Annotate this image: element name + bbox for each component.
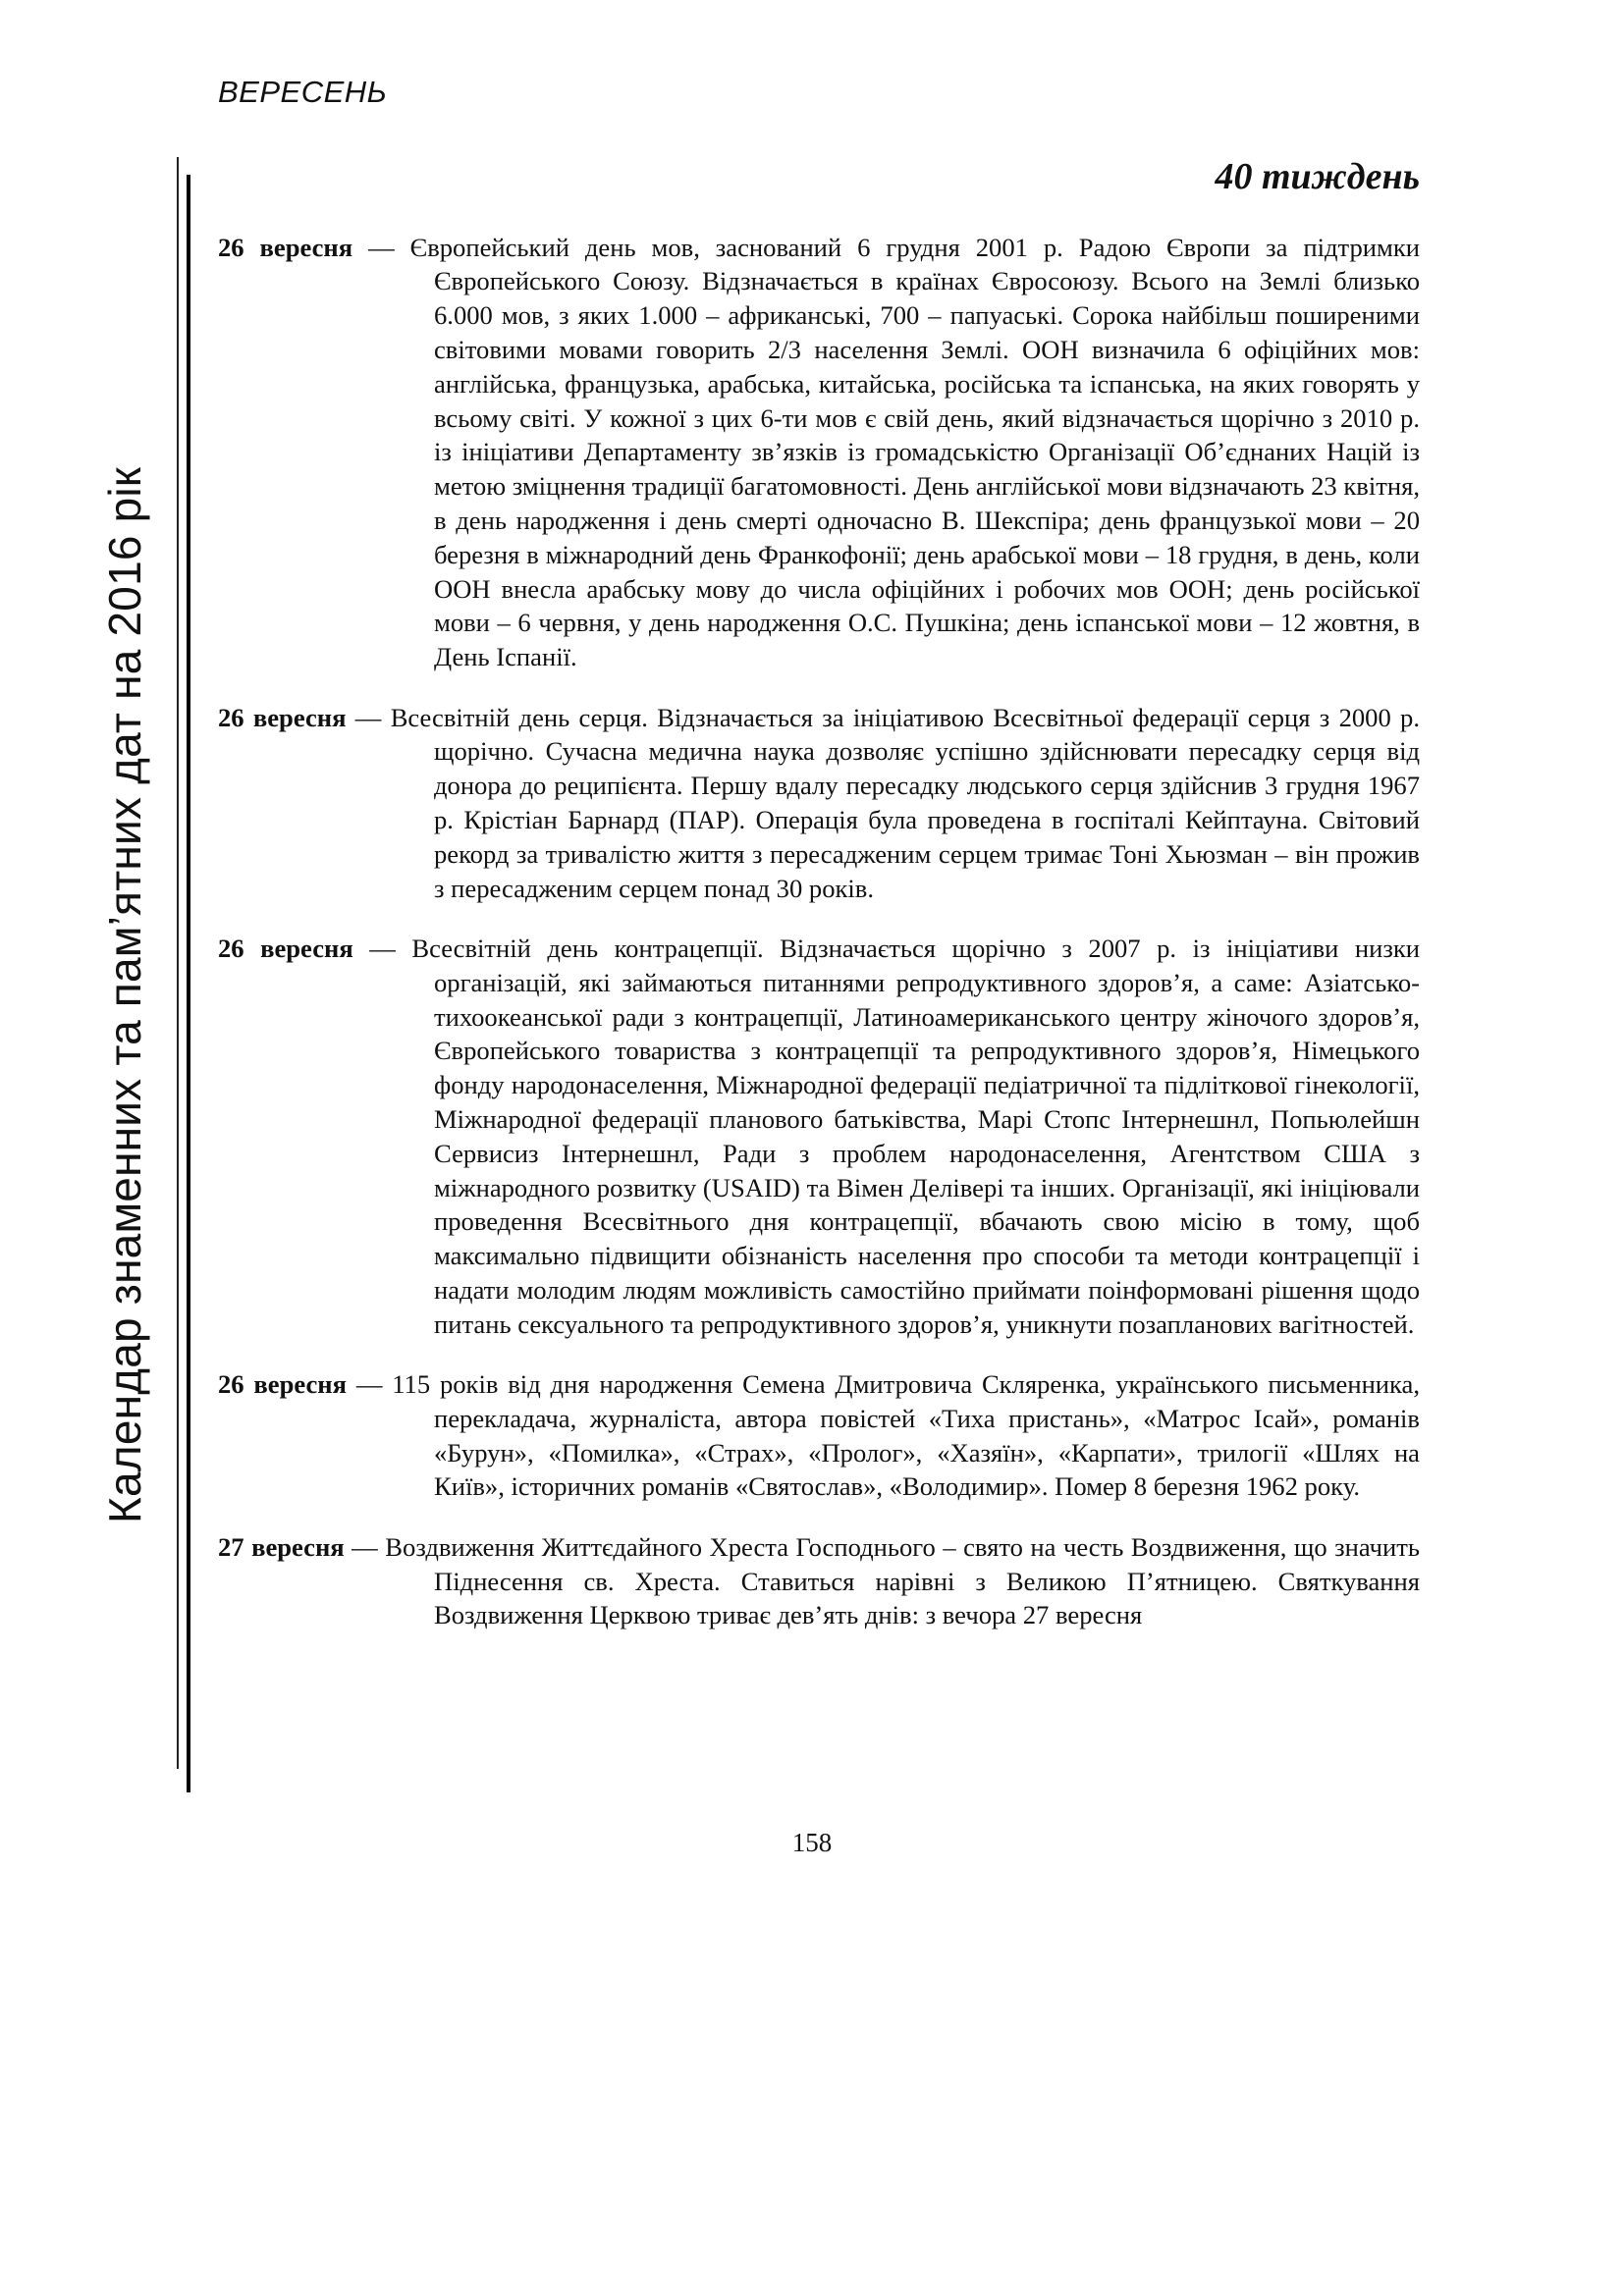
side-title-container <box>90 466 159 1523</box>
entry-dash: — <box>352 232 410 262</box>
margin-rule-thin <box>177 157 179 1769</box>
entry <box>218 1367 1420 1504</box>
entry-text: Європейський день мов, заснований 6 грудня 2001 р. Радою Європи за підтримки Європейського Союзу. Відзначається в країнах Євросоюзу. Всього на Землі близько 6.000 мов, з яких 1.000 – африканські, 700 – папуаські. Сорока найбільш поширеними світовими мовами говорить 2/3 населення Землі. ООН визначила 6 офіційних мов: англійська, французька, арабська, китайська, російська та іспанська, на яких говорять у всьому світі. У кожної з цих 6-ти мов є свій день, який відзначається щорічно з 2010 р. із ініціативи Департаменту зв’язків із громадськістю Організації Об’єднаних Націй із метою зміцнення традиції багатомовності. День англійської мови відзначають 23 квітня, в день народження і день смерті одночасно В. Шекспіра; день французької мови – 20 березня в міжнародний день Франкофонії; день арабської мови – 18 грудня, в день, коли ООН внесла арабську мову до числа офіційних і робочих мов ООН; день російської мови – 6 червня, у день народження О.С. Пушкіна; день іспанської мови – 12 жовтня, в День Іспанії. <box>409 232 1420 672</box>
entry-dash: — <box>347 1369 393 1400</box>
margin-rule-thick <box>187 175 190 1792</box>
entry-text: 115 років від дня народження Семена Дмитровича Скляренка, українського письменника, перекладача, журналіста, автора повістей «Тиха пристань», «Матрос Ісай», романів «Бурун», «Помилка», «Страх», «Пролог», «Хазяїн», «Карпати», трилогії «Шлях на Київ», історичних романів «Святослав», «Володимир». Помер 8 березня 1962 року. <box>392 1369 1421 1502</box>
entry-text: Воздвиження Життєдайного Хреста Господнього – свято на честь Воздвиження, що значить Піднесення св. Хреста. Ставиться нарівні з Великою П’ятницею. Святкування Воздвиження Церквою триває дев’ять днів: з вечора 27 вересня <box>385 1531 1420 1630</box>
week-title: 40 тиждень <box>1215 156 1420 197</box>
entry <box>218 1530 1420 1632</box>
entry <box>218 932 1420 1342</box>
month-header: ВЕРЕСЕНЬ <box>218 75 388 109</box>
entry-date: 26 вересня <box>218 933 353 963</box>
entry-date: 26 вересня <box>218 1369 348 1400</box>
entry-date: 26 вересня <box>218 232 353 262</box>
entry <box>218 231 1420 674</box>
entry-dash: — <box>346 702 391 732</box>
entry-dash: — <box>344 1531 386 1562</box>
entry-date: 26 вересня <box>218 702 347 732</box>
entry-text: Всесвітній день контрацепції. Відзначається щорічно з 2007 р. із ініціативи низки організацій, які займаються питаннями репродуктивного здоров’я, а саме: Азіатсько-тихоокеанської ради з контрацепції, Латиноамериканського центру жіночого здоров’я, Європейського товариства з контрацепції та репродуктивного здоров’я, Німецького фонду народонаселення, Міжнародної федерації педіатричної та підліткової гінекології, Міжнародної федерації планового батьківства, Марі Стопс Інтернешнл, Попьюлейшн Сервисиз Інтернешнл, Ради з проблем народонаселення, Агентством США з міжнародного розвитку (USAID) та Вімен Делівері та інших. Організації, які ініціювали проведення Всесвітнього дня контрацепції, вбачають свою місію в тому, щоб максимально підвищити обізнаність населення про способи та методи контрацепції і надати молодим людям можливість самостійно приймати поінформовані рішення щодо питань сексуального та репродуктивного здоров’я, уникнути позапланових вагітностей. <box>411 933 1420 1339</box>
page-number: 158 <box>791 1828 833 1857</box>
entry <box>218 701 1420 906</box>
entries-list <box>218 204 1420 1640</box>
side-title: Календар знаменних та пам’ятних дат на 2016 рік <box>99 466 150 1523</box>
entry-date: 27 вересня <box>218 1531 345 1562</box>
entry-dash: — <box>352 933 412 963</box>
entry-text: Всесвітній день серця. Відзначається за ініціативою Всесвітньої федерації серця з 2000 р. щорічно. Сучасна медична наука дозволяє успішно здійснювати пересадку серця від донора до реципієнта. Першу вдалу пересадку людського серця здійснив 3 грудня 1967 р. Крістіан Барнард (ПАР). Операція була проведена в госпіталі Кейптауна. Світовий рекорд за тривалістю життя з пересадженим серцем тримає Тоні Хьюзман – він прожив з пересадженим серцем понад 30 років. <box>390 702 1421 903</box>
